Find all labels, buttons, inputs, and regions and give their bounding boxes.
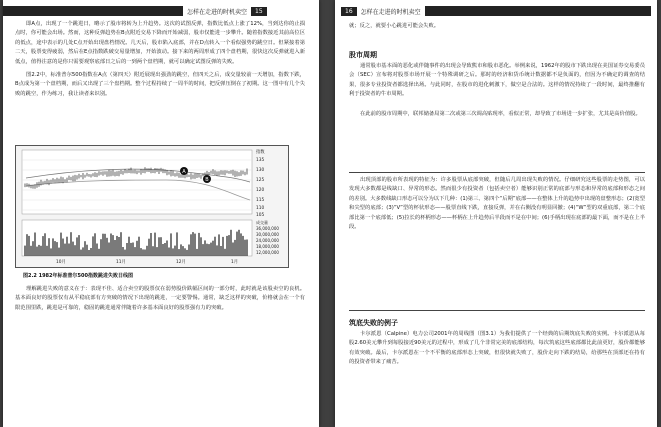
marker-a-label: A (182, 169, 186, 175)
volume-bar (196, 249, 197, 256)
volume-bar (54, 241, 55, 256)
header-title: 怎样在走进的时机卖空 (187, 8, 248, 16)
volume-bar (236, 232, 237, 256)
volume-bar (150, 233, 151, 256)
volume-bar (246, 240, 247, 257)
paragraph: 就；反之，就要小心跳进可能会失败。 (349, 23, 440, 29)
volume-bar (70, 232, 71, 256)
volume-bar (28, 236, 29, 256)
volume-bar (82, 247, 83, 256)
volume-bar (38, 245, 39, 256)
volume-bar (180, 244, 181, 256)
divider (349, 172, 645, 173)
volume-bar (216, 245, 217, 256)
volume-bar (146, 246, 147, 256)
volume-bar (184, 248, 185, 256)
volume-bar (26, 234, 27, 256)
price-tick: 115 (256, 198, 265, 203)
volume-bar (94, 233, 95, 256)
volume-bar (244, 240, 245, 256)
paragraph: 出现顶部的股市所表现的特征为：许多股票从底部突破，但随后几周出现失败的情况。仔细研究这些股票的走势图，可以发现大多数都是线缺口、异常的形态。然而很少有投资者（包括卖空者）能够识别正常的底部与形态和异常的底部和形态之间的差别。大多数线缺口形态可以分为以下几种：(1)第三、第四个“后期”底部——在整体上升的趋势中出现的盘整形态；(2)宽型和尖型的底部；(3)“V”型的杯状形态——股票直线下跌，直接反弹，并在右侧没有明显回撤；(4)“W”型的双重底部，第二个底部比第一个底部低；(5)拉长的杯柄形态——杯柄在上升趋势后半段而不是在中间；(6)手柄出现在底部的最下面，而不是在上半段。 (349, 177, 645, 231)
volume-bar (52, 238, 53, 256)
volume-bar (198, 233, 199, 256)
volume-title: 成交量 (256, 220, 268, 225)
paragraph: 图2.2中，标准普尔500指数在A点（第四天）附近展现出强劲的跳空，但四天之后，成交量较前一天增加，指数下跌，B点成为第一个盘档期，而后又出现了三个盘档期。整个过程持续了一周半的时间，把反弹压倒在了初期。这一图中有几个失败的跳空，作为练习，我让读者来识别。 (15, 72, 305, 97)
right-book-page (335, 0, 657, 427)
volume-bar (30, 246, 31, 256)
volume-bar (162, 244, 163, 256)
volume-bar (166, 241, 167, 257)
axis-title: 指数 (256, 150, 265, 155)
price-tick: 125 (256, 178, 265, 183)
paragraph: 在此前的股市周期中，联邦储备局第二次或第三次调高贴现率，看似正常，却导致了市场进一步扩张，尤其是高价值股。 (360, 110, 641, 117)
volume-bar (136, 241, 137, 256)
volume-bar (116, 236, 117, 256)
section-body-continued (349, 176, 645, 232)
volume-bar (220, 246, 221, 256)
volume-bar (126, 243, 127, 256)
volume-bar (58, 248, 59, 256)
volume-bar (56, 242, 57, 256)
volume-bar (170, 233, 171, 256)
volume-bar (148, 239, 149, 256)
section-heading: 股市周期 (349, 51, 377, 59)
volume-bar (76, 237, 77, 256)
month-label: 11月 (116, 260, 126, 265)
volume-bar (130, 243, 131, 256)
volume-bar (152, 246, 153, 256)
volume-bar (74, 245, 75, 256)
volume-bar (172, 248, 173, 256)
paragraph: 即A点，出现了一个跳进日，略示了股市将转为上升趋势。这次的试图反弹，指数比低点上涨了12%，当到达你的止损点时，你可能会出场。然而，这种反弹趋势在B点附近交易下降而开始减弱，股市仅能进一步攀升。随着指数接近其前高位区的低点，途中表示的几处C点开始出现盘档情况。几天后，股市陷入底部，并在D点转入一个看似强势的跳空日。但紧接着第二天，股票变得疲弱，然后在E点指数跌破交易量增加，开始波动。接下来的两周形成了四个盘档期，很快这次反弹就进入新低点，值得注意的是你只需要观察底部日之后的一到两个盘档期，就可以确定试图反弹的失败。 (15, 21, 305, 65)
header-bar (425, 6, 651, 16)
section-body (349, 62, 645, 119)
volume-bar (186, 250, 187, 256)
volume-bar (60, 233, 61, 256)
section-heading: 筑底失败的例子 (349, 319, 398, 327)
volume-bar (118, 237, 119, 256)
volume-bar (144, 250, 145, 257)
volume-bar (222, 237, 223, 256)
volume-bar (240, 233, 241, 256)
marker-a (180, 167, 188, 175)
volume-bar (84, 241, 85, 256)
volume-bar (34, 233, 35, 257)
volume-bar (80, 250, 81, 256)
volume-bar (200, 237, 201, 256)
volume-bar (132, 243, 133, 257)
volume-bar (142, 249, 143, 256)
divider (349, 310, 645, 311)
volume-bar (24, 246, 25, 256)
volume-bar (168, 248, 169, 257)
volume-bar (156, 247, 157, 256)
volume-bar (98, 249, 99, 256)
page-number: 16 (341, 7, 357, 16)
volume-bar (72, 242, 73, 256)
volume-bar (112, 235, 113, 256)
body-text-bottom (15, 285, 305, 313)
volume-bar (46, 246, 47, 256)
volume-bar (190, 234, 191, 256)
volume-bar (194, 234, 195, 256)
volume-bar (178, 249, 179, 256)
volume-bar (138, 237, 139, 256)
volume-bar (232, 243, 233, 257)
volume-bar (122, 247, 123, 256)
month-label: 1月 (231, 260, 239, 265)
volume-bar (40, 246, 41, 256)
left-book-page (3, 0, 319, 427)
volume-bar (50, 248, 51, 256)
month-label: 10月 (56, 260, 66, 265)
page-header (3, 4, 319, 18)
volume-bar (106, 238, 107, 256)
volume-tick: 30,000,000 (256, 232, 279, 237)
body-text-top (15, 20, 305, 99)
paragraph: 理解跳进失败的意义在于：表现不佳、适合卖空的股票仅在弱势股价跌幅区间的一部分时，此时就是该股卖空的良机。基本面良好的股票仅有从平稳底部有方突破的情况下出现的跳进，一定要警惕。通常，缺乏这样的突破，价格就会在一个有限范围里跌，跳进是可靠的，稳固的跳进通常伴随着许多基本面良好的股票强有力的突破。 (15, 286, 305, 311)
volume-bar (124, 250, 125, 256)
volume-bar (108, 243, 109, 257)
volume-bar (224, 249, 225, 256)
volume-bar (128, 237, 129, 256)
volume-bar (100, 239, 101, 256)
stock-chart-figure (15, 145, 289, 268)
volume-tick: 36,000,000 (256, 226, 279, 231)
volume-bar (44, 233, 45, 256)
volume-bar (210, 243, 211, 256)
page-header (341, 4, 651, 18)
section-body (349, 330, 645, 368)
volume-bar (234, 240, 235, 256)
volume-bar (208, 244, 209, 256)
volume-bar (206, 244, 207, 256)
paragraph: 通常股市基本面的恶化或伴随事件的出现会导致熊市和股市恶化。举例来说，1962年的股市下跌出现在美国证券交易委员会（SEC）宣布将对股票市场开展一个特殊调研之后。那时的经济和货币统计数据都不是负面的，但因为不确定的调查的结果，很多专业投资者都选择出场。与此同时，在股市的进化刺激下，做空是合法的。这样的情况持续了一段时间，最终推翻有利于投资者的牛市周期。 (349, 63, 645, 98)
volume-bar (158, 237, 159, 256)
volume-bar (242, 236, 243, 256)
volume-bar (134, 247, 135, 256)
volume-bar (228, 235, 229, 256)
volume-bar (212, 241, 213, 256)
volume-bar (86, 245, 87, 256)
price-tick: 135 (256, 158, 265, 163)
volume-bar (96, 244, 97, 257)
volume-bar (192, 232, 193, 256)
volume-bar (226, 236, 227, 256)
volume-bar (110, 234, 111, 257)
volume-bar (36, 247, 37, 256)
volume-bar (32, 241, 33, 256)
volume-bar (164, 243, 165, 256)
price-tick: 110 (256, 206, 265, 211)
volume-bar (66, 237, 67, 256)
volume-tick: 24,000,000 (256, 238, 279, 243)
volume-bar (42, 236, 43, 256)
price-tick: 130 (256, 168, 265, 173)
price-tick: 105 (256, 213, 265, 218)
page-number: 15 (251, 7, 267, 16)
paragraph: 卡尔派恩（Calpine）电力公司2001年的周线图（图3.1）为我们提供了一个经典的后期筑底失败的实例。卡尔派恩从每股2.60美元攀升到每股接近90美元的过程中，形成了几个非常完美的底部结构，每次筑底这些底部都比此前更好，股价都能够有效突破。最后，卡尔派恩在一个不平衡的底部形态上突破，但很快就失败了，股价走向下跌的结局，给那些在顶部还在持有的投资者带来了痛苦。 (349, 331, 645, 366)
volume-bar (204, 240, 205, 256)
header-bar (3, 6, 183, 16)
volume-bar (182, 246, 183, 256)
volume-bar (78, 235, 79, 256)
volume-bar (92, 236, 93, 256)
volume-bar (188, 245, 189, 257)
volume-bar (64, 244, 65, 256)
volume-tick: 12,000,000 (256, 250, 279, 255)
header-title: 怎样在走进的时机卖空 (360, 8, 421, 16)
volume-bar (88, 250, 89, 256)
intro-line (349, 22, 645, 31)
volume-bar (218, 234, 219, 256)
price-tick: 120 (256, 188, 265, 193)
volume-bar (104, 234, 105, 256)
volume-bar (140, 248, 141, 256)
volume-bar (68, 244, 69, 257)
marker-b-label: B (205, 177, 209, 183)
figure-caption: 图2.2 1982年标准普尔500指数跳进失败日线图 (23, 273, 133, 279)
volume-bar (48, 238, 49, 256)
month-label: 12月 (176, 260, 186, 265)
volume-bar (238, 230, 239, 256)
stock-chart (16, 146, 288, 267)
volume-bar (174, 246, 175, 256)
volume-bar (202, 244, 203, 256)
volume-bar (120, 232, 121, 256)
volume-bar (214, 237, 215, 256)
volume-bar (62, 239, 63, 257)
volume-tick: 18,000,000 (256, 244, 279, 249)
volume-bar (90, 248, 91, 256)
volume-bar (114, 240, 115, 256)
volume-bar (230, 230, 231, 256)
volume-bar (160, 237, 161, 256)
volume-bar (102, 234, 103, 256)
volume-bar (176, 232, 177, 256)
marker-b (203, 175, 211, 183)
volume-bar (154, 233, 155, 256)
